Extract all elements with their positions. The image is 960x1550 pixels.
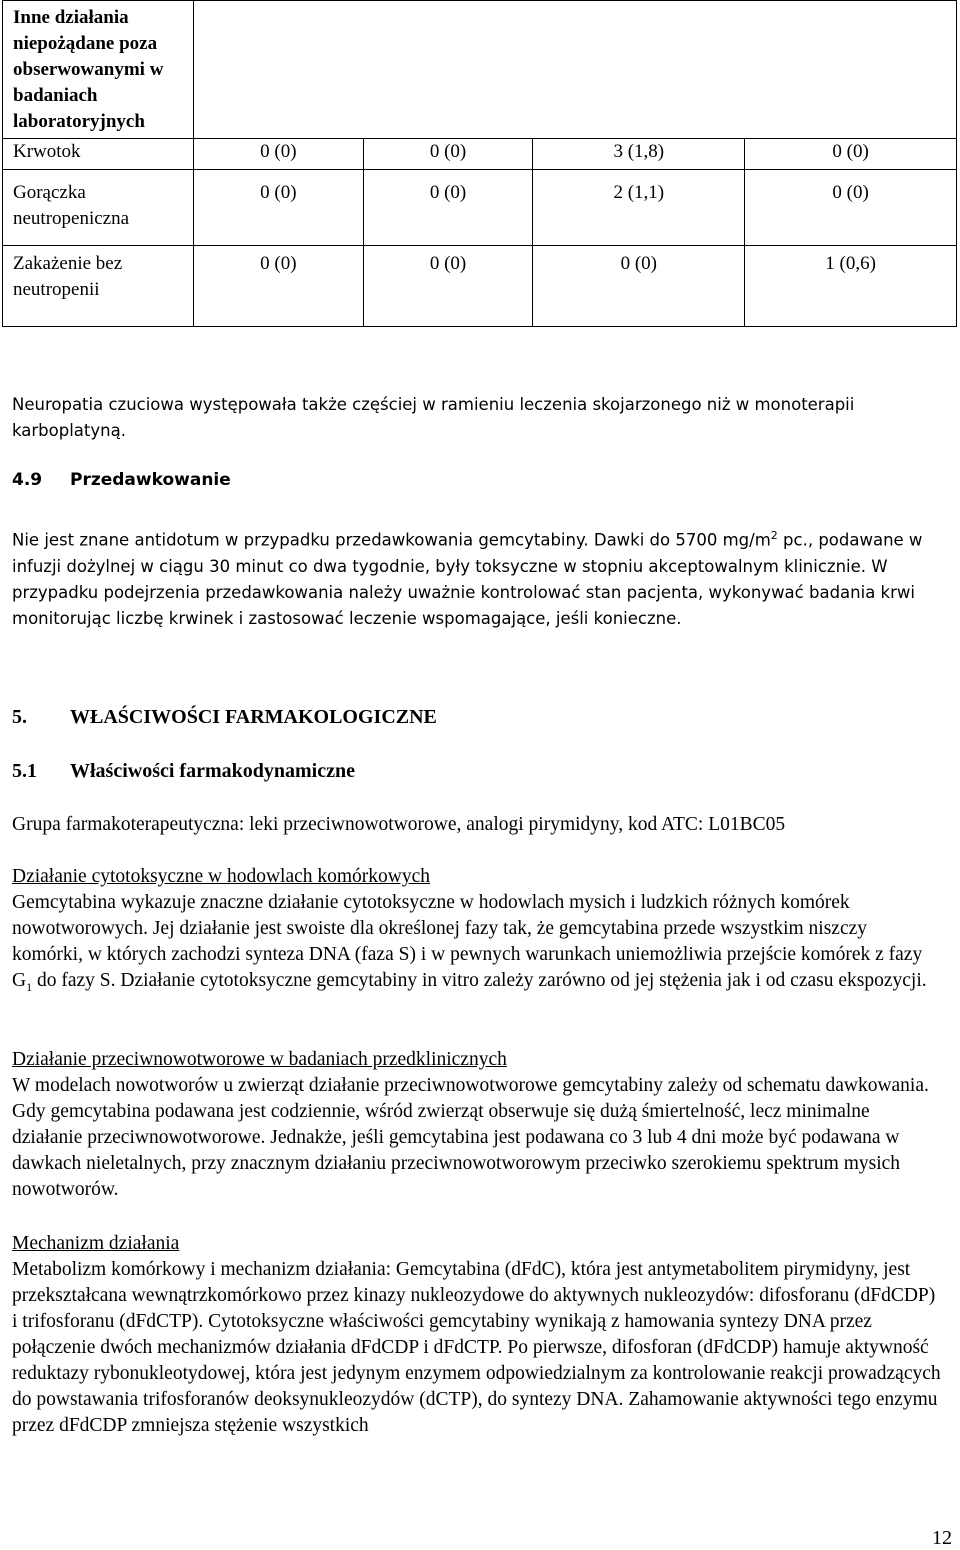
section-5-1-heading: 5.1 Właściwości farmakodynamiczne [12, 760, 355, 782]
row-label: Krwotok [3, 139, 194, 170]
cell-value: 0 (0) [194, 246, 364, 327]
row-label: Gorączka neutropeniczna [3, 170, 194, 246]
cell-value: 0 (0) [745, 170, 957, 246]
cytotoxic-heading: Działanie cytotoksyczne w hodowlach komórkowych [12, 866, 431, 887]
mechanism-section [12, 1231, 942, 1439]
cell-value: 1 (0,6) [745, 246, 957, 327]
mechanism-paragraph: Metabolizm komórkowy i mechanizm działania: Gemcytabina (dFdC), która jest antymetabolitem pirymidyny, jest przekształcana wewnątrzkomórkowo przez kinazy nukleozydowe do aktywnych nukleozydów: difosforanu (dFdCDP) i trifosforanu (dFdCTP). Cytotoksyczne właściwości gemcytabiny wynikają z hamowania syntezy DNA przez połączenie dwóch mechanizmów działania dFdCDP i dFdCTP. Po pierwsze, difosforan (dFdCDP) hamuje aktywność reduktazy rybonukleotydowej, która jest jedynym enzymem odpowiedzialnym za kontrolowanie reakcji prowadzących do powstawania trifosforanów deoksynukleozydów (dCTP), do syntezy DNA. Zahamowanie aktywności tego enzymu przez dFdCDP zmniejsza stężenie wszystkich [12, 1259, 941, 1436]
cell-value: 0 (0) [363, 246, 533, 327]
antitumor-heading: Działanie przeciwnowotworowe w badaniach przedklinicznych [12, 1049, 507, 1070]
cell-value: 2 (1,1) [533, 170, 745, 246]
cell-value: 0 (0) [194, 139, 364, 170]
mechanism-heading: Mechanizm działania [12, 1233, 180, 1254]
adverse-events-table [2, 0, 957, 327]
antitumor-section [12, 1047, 942, 1203]
section-4-9-heading: 4.9 Przedawkowanie [12, 470, 231, 490]
table-header-empty-cell [194, 1, 957, 139]
table-row [3, 170, 957, 246]
antitumor-paragraph: W modelach nowotworów u zwierząt działanie przeciwnowotworowe gemcytabiny zależy od schematu dawkowania. Gdy gemcytabina podawana jest codziennie, wśród zwierząt obserwuje się dużą śmiertelność, lecz minimalne działanie przeciwnowotworowe. Jednakże, jeśli gemcytabina jest podawana co 3 lub 4 dni może być podawana w dawkach nieletalnych, przy znacznym działaniu przeciwnowotworowym przeciwko szerokiemu spektrum mysich nowotworów. [12, 1075, 929, 1200]
neuropathy-note: Neuropatia czuciowa występowała także częściej w ramieniu leczenia skojarzonego niż w monoterapii karboplatyną. [12, 395, 855, 440]
row-label: Zakażenie bez neutropenii [3, 246, 194, 327]
cytotoxic-section [12, 864, 942, 1000]
table-header-label: Inne działania niepożądane poza obserwowanymi w badaniach laboratoryjnych [3, 1, 194, 139]
section-5-heading: 5. WŁAŚCIWOŚCI FARMAKOLOGICZNE [12, 706, 437, 728]
cell-value: 0 (0) [363, 170, 533, 246]
cell-value: 0 (0) [194, 170, 364, 246]
table-row [3, 246, 957, 327]
table-header-row [3, 1, 957, 139]
cytotoxic-paragraph: Gemcytabina wykazuje znaczne działanie cytotoksyczne w hodowlach mysich i ludzkich różnych komórek nowotworowych. Jej działanie jest swoiste dla określonej fazy tak, że gemcytabina przede wszystkim niszczy komórki, w których zachodzi synteza DNA (faza S) i w pewnych warunkach uniemożliwia przejście komórek z fazy $G_1$ do fazy S. Działanie cytotoksyczne gemcytabiny in vitro zależy zarówno od jej stężenia jak i od czasu ekspozycji. [12, 892, 927, 994]
cell-value: 3 (1,8) [533, 139, 745, 170]
overdose-paragraph: Nie jest znane antidotum w przypadku przedawkowania gemcytabiny. Dawki do 5700 $mg/m^2$ pc., podawane w infuzji dożylnej w ciągu 30 minut co dwa tygodnie, były toksyczne w stopniu akceptowalnym klinicznie. W przypadku podejrzenia przedawkowania należy uważnie kontrolować stan pacjenta, wykonywać badania krwi monitorując liczbę krwinek i zastosować leczenie wspomagające, jeśli konieczne. [12, 529, 923, 628]
cell-value: 0 (0) [363, 139, 533, 170]
pharmaco-group: Grupa farmakoterapeutyczna: leki przeciwnowotworowe, analogi pirymidyny, kod ATC: L01BC05 [12, 814, 786, 835]
cell-value: 0 (0) [533, 246, 745, 327]
cell-value: 0 (0) [745, 139, 957, 170]
page-number: 12 [932, 1527, 952, 1549]
table-row [3, 139, 957, 170]
